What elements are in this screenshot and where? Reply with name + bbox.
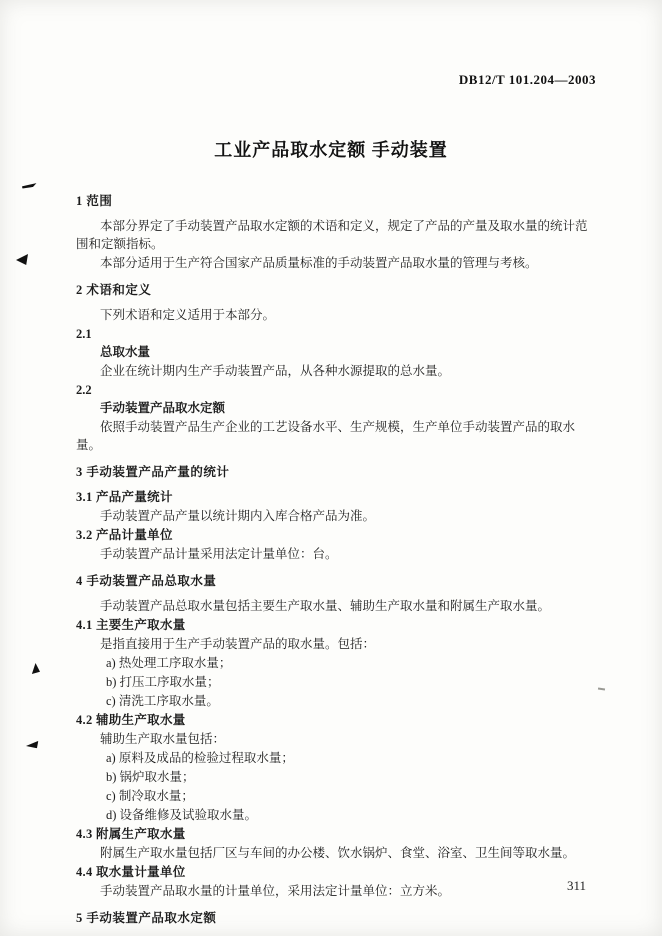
document-title: 工业产品取水定额 手动装置: [214, 140, 448, 160]
section-heading: 4 手动装置产品总取水量: [76, 574, 217, 588]
subsection-heading: 4.2 辅助生产取水量: [76, 713, 186, 727]
paragraph: 本部分适用于生产符合国家产品质量标准的手动装置产品取水量的管理与考核。: [100, 256, 538, 270]
clause-number: 2.2: [76, 383, 92, 397]
paragraph: 依照手动装置产品生产企业的工艺设备水平、生产规模，生产单位手动装置产品的取水量。: [76, 420, 576, 452]
list-item: b) 打压工序取水量；: [106, 675, 220, 689]
list-item: b) 锅炉取水量；: [106, 770, 195, 784]
paragraph: 手动装置产品总取水量包括主要生产取水量、辅助生产取水量和附属生产取水量。: [100, 599, 551, 613]
subsection-heading: 4.3 附属生产取水量: [76, 827, 186, 841]
section-heading: 1 范围: [76, 194, 113, 208]
scan-artifact-mark: [25, 741, 39, 750]
page-number: 311: [566, 878, 586, 893]
paragraph: 附属生产取水量包括厂区与车间的办公楼、饮水锅炉、食堂、浴室、卫生间等取水量。: [100, 846, 576, 860]
scan-artifact-mark: [16, 254, 28, 265]
paragraph: 手动装置产品计量采用法定计量单位：台。: [100, 547, 338, 561]
term-title: 总取水量: [100, 345, 151, 359]
scan-artifact-mark: [598, 688, 605, 691]
paragraph: 手动装置产品取水量的计量单位，采用法定计量单位：立方米。: [100, 884, 451, 898]
scan-artifact-mark: [31, 663, 40, 674]
paragraph: 本部分界定了手动装置产品取水定额的术语和定义，规定了产品的产量及取水量的统计范围和定额指标。: [76, 219, 588, 251]
paragraph: 是指直接用于生产手动装置产品的取水量。包括：: [100, 637, 376, 651]
list-item: a) 热处理工序取水量；: [106, 656, 232, 670]
list-item: c) 清洗工序取水量。: [106, 694, 219, 708]
list-item: d) 设备维修及试验取水量。: [106, 808, 258, 822]
doc-number: DB12/T 101.204—2003: [458, 72, 596, 87]
list-item: a) 原料及成品的检验过程取水量；: [106, 751, 294, 765]
section-heading: 3 手动装置产品产量的统计: [76, 465, 230, 479]
section-heading: 2 术语和定义: [76, 283, 152, 297]
document-content: [76, 183, 588, 934]
paragraph: 手动装置产品产量以统计期内入库合格产品为准。: [100, 509, 376, 523]
subsection-heading: 3.2 产品计量单位: [76, 528, 173, 542]
section-heading: 5 手动装置产品取水定额: [76, 911, 217, 925]
paragraph: 下列术语和定义适用于本部分。: [100, 308, 276, 322]
scan-artifact-mark: [22, 182, 38, 190]
clause-number: 2.1: [76, 327, 92, 341]
paragraph: 企业在统计期内生产手动装置产品，从各种水源提取的总水量。: [100, 364, 451, 378]
term-title: 手动装置产品取水定额: [100, 401, 226, 415]
subsection-heading: 3.1 产品产量统计: [76, 490, 173, 504]
list-item: c) 制冷取水量；: [106, 789, 194, 803]
subsection-heading: 4.1 主要生产取水量: [76, 618, 186, 632]
paragraph: 辅助生产取水量包括：: [100, 732, 226, 746]
subsection-heading: 4.4 取水量计量单位: [76, 865, 186, 879]
